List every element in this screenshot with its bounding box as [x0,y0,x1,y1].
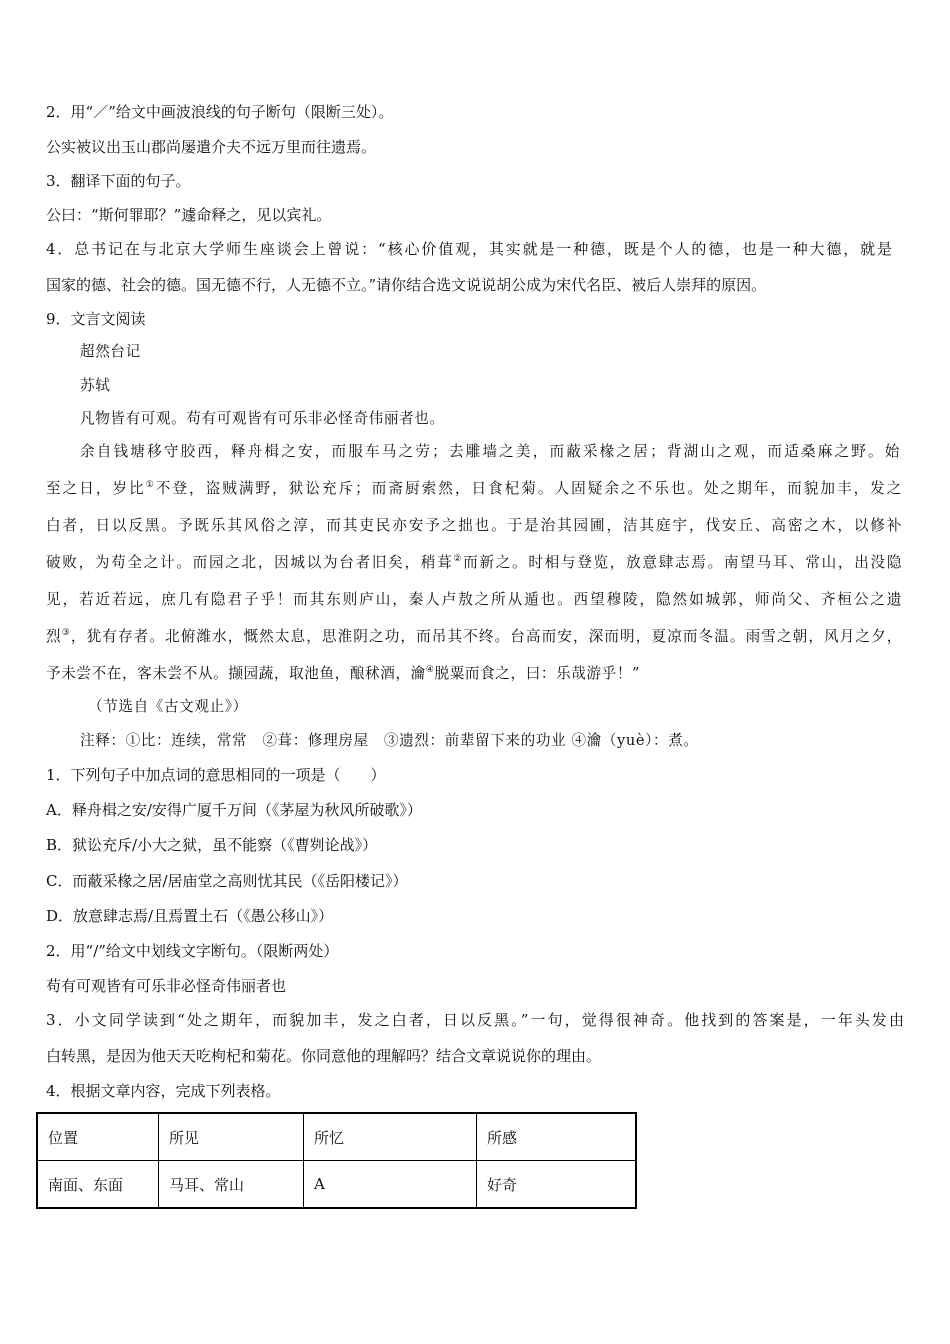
prev-question-3-text: 公曰：“斯何罪耶？”遽命释之，见以宾礼。 [46,206,332,224]
essay-p2-line2: 至之日，岁比①不登，盗贼满野，狱讼充斥；而斋厨索然，日食杞菊。人固疑余之不乐也。处之期年，而貌加丰，发之 [46,480,902,497]
question-1-option-c: C．而蔽采椽之居/居庙堂之高则忧其民（《岳阳楼记》） [46,872,408,890]
question-1: 1．下列句子中加点词的意思相同的一项是（ ） [46,766,386,784]
essay-notes: 注释：①比：连续，常常 ②葺：修理房屋 ③遗烈：前辈留下来的功业 ④瀹（yuè）：煮。 [80,732,699,749]
footnote-marker-3: ③ [61,628,71,638]
table-cell: 好奇 [477,1161,637,1209]
table-cell: 南面、东面 [37,1161,159,1209]
section-heading: 9．文言文阅读 [46,310,146,328]
footnote-marker-4: ④ [425,665,435,675]
essay-source: （节选自《古文观止》） [88,698,248,715]
essay-p2-line7: 予未尝不在，客未尝不从。撷园蔬，取池鱼，酿秫酒，瀹④脱粟而食之，曰：乐哉游乎！” [46,665,641,682]
table-header-row [37,1113,636,1161]
table-header-cell: 所忆 [304,1113,477,1161]
question-1-option-d: D．放意肆志焉/且焉置土石（《愚公移山》） [46,907,334,925]
essay-p2-line1: 余自钱塘移守胶西，释舟楫之安，而服车马之劳；去雕墙之美，而蔽采椽之居；背湖山之观，而适桑麻之野。始 [80,443,900,460]
essay-author: 苏轼 [80,377,111,394]
question-2-text: 苟有可观皆有可乐非必怪奇伟丽者也 [46,977,287,995]
essay-title: 超然台记 [80,343,141,360]
question-1-option-b: B．狱讼充斥/小大之狱，虽不能察（《曹刿论战》） [46,836,378,854]
question-2: 2．用“/”给文中划线文字断句。（限断两处） [46,942,339,960]
footnote-marker-2: ② [453,554,464,564]
question-3-line1: 3．小文同学读到“处之期年，而貌加丰，发之白者，日以反黑。”一句，觉得很神奇。他找到的答案是，一年头发由 [46,1011,904,1029]
prev-question-2: 2．用“／”给文中画波浪线的句子断句（限断三处）。 [46,103,394,121]
prev-question-2-text: 公实被议出玉山郡尚屡遣介夫不远万里而往遗焉。 [46,138,377,156]
essay-p2-line3: 白者，日以反黑。予既乐其风俗之淳，而其吏民亦安予之拙也。于是治其园圃，洁其庭宇，伐安丘、高密之木，以修补 [46,517,902,534]
answer-table [36,1112,637,1209]
essay-p2-line5: 见，若近若远，庶几有隐君子乎！而其东则庐山，秦人卢敖之所从遁也。西望穆陵，隐然如城郭，师尚父、齐桓公之遗 [46,591,902,608]
table-cell: 马耳、常山 [159,1161,304,1209]
prev-question-3: 3．翻译下面的句子。 [46,172,191,190]
table-header-cell: 位置 [37,1113,159,1161]
question-1-option-a: A．释舟楫之安/安得广厦千万间（《茅屋为秋风所破歌》） [46,801,422,819]
question-3-line2: 白转黑，是因为他天天吃枸杞和菊花。你同意他的理解吗？结合文章说说你的理由。 [46,1047,602,1065]
footnote-marker-1: ① [145,480,156,490]
essay-p2-line4: 破败，为苟全之计。而园之北，因城以为台者旧矣，稍葺②而新之。时相与登览，放意肆志焉。南望马耳、常山，出没隐 [46,554,903,571]
essay-paragraph-1: 凡物皆有可观。苟有可观皆有可乐非必怪奇伟丽者也。 [80,410,445,427]
essay-p2-line6: 烈③，犹有存者。北俯潍水，慨然太息，思淮阴之功，而吊其不终。台高而安，深而明，夏凉而冬温。雨雪之朝，风月之夕， [46,628,902,645]
table-header-cell: 所见 [159,1113,304,1161]
table-cell-blank-a[interactable]: A [304,1161,477,1209]
table-row [37,1161,636,1209]
prev-question-4-line1: 4．总书记在与北京大学师生座谈会上曾说：“核心价值观，其实就是一种德，既是个人的德，也是一种大德，就是 [46,240,892,258]
table-header-cell: 所感 [477,1113,637,1161]
prev-question-4-line2: 国家的德、社会的德。国无德不行，人无德不立。”请你结合选文说说胡公成为宋代名臣、被后人崇拜的原因。 [46,276,767,294]
question-4: 4．根据文章内容，完成下列表格。 [46,1082,281,1100]
